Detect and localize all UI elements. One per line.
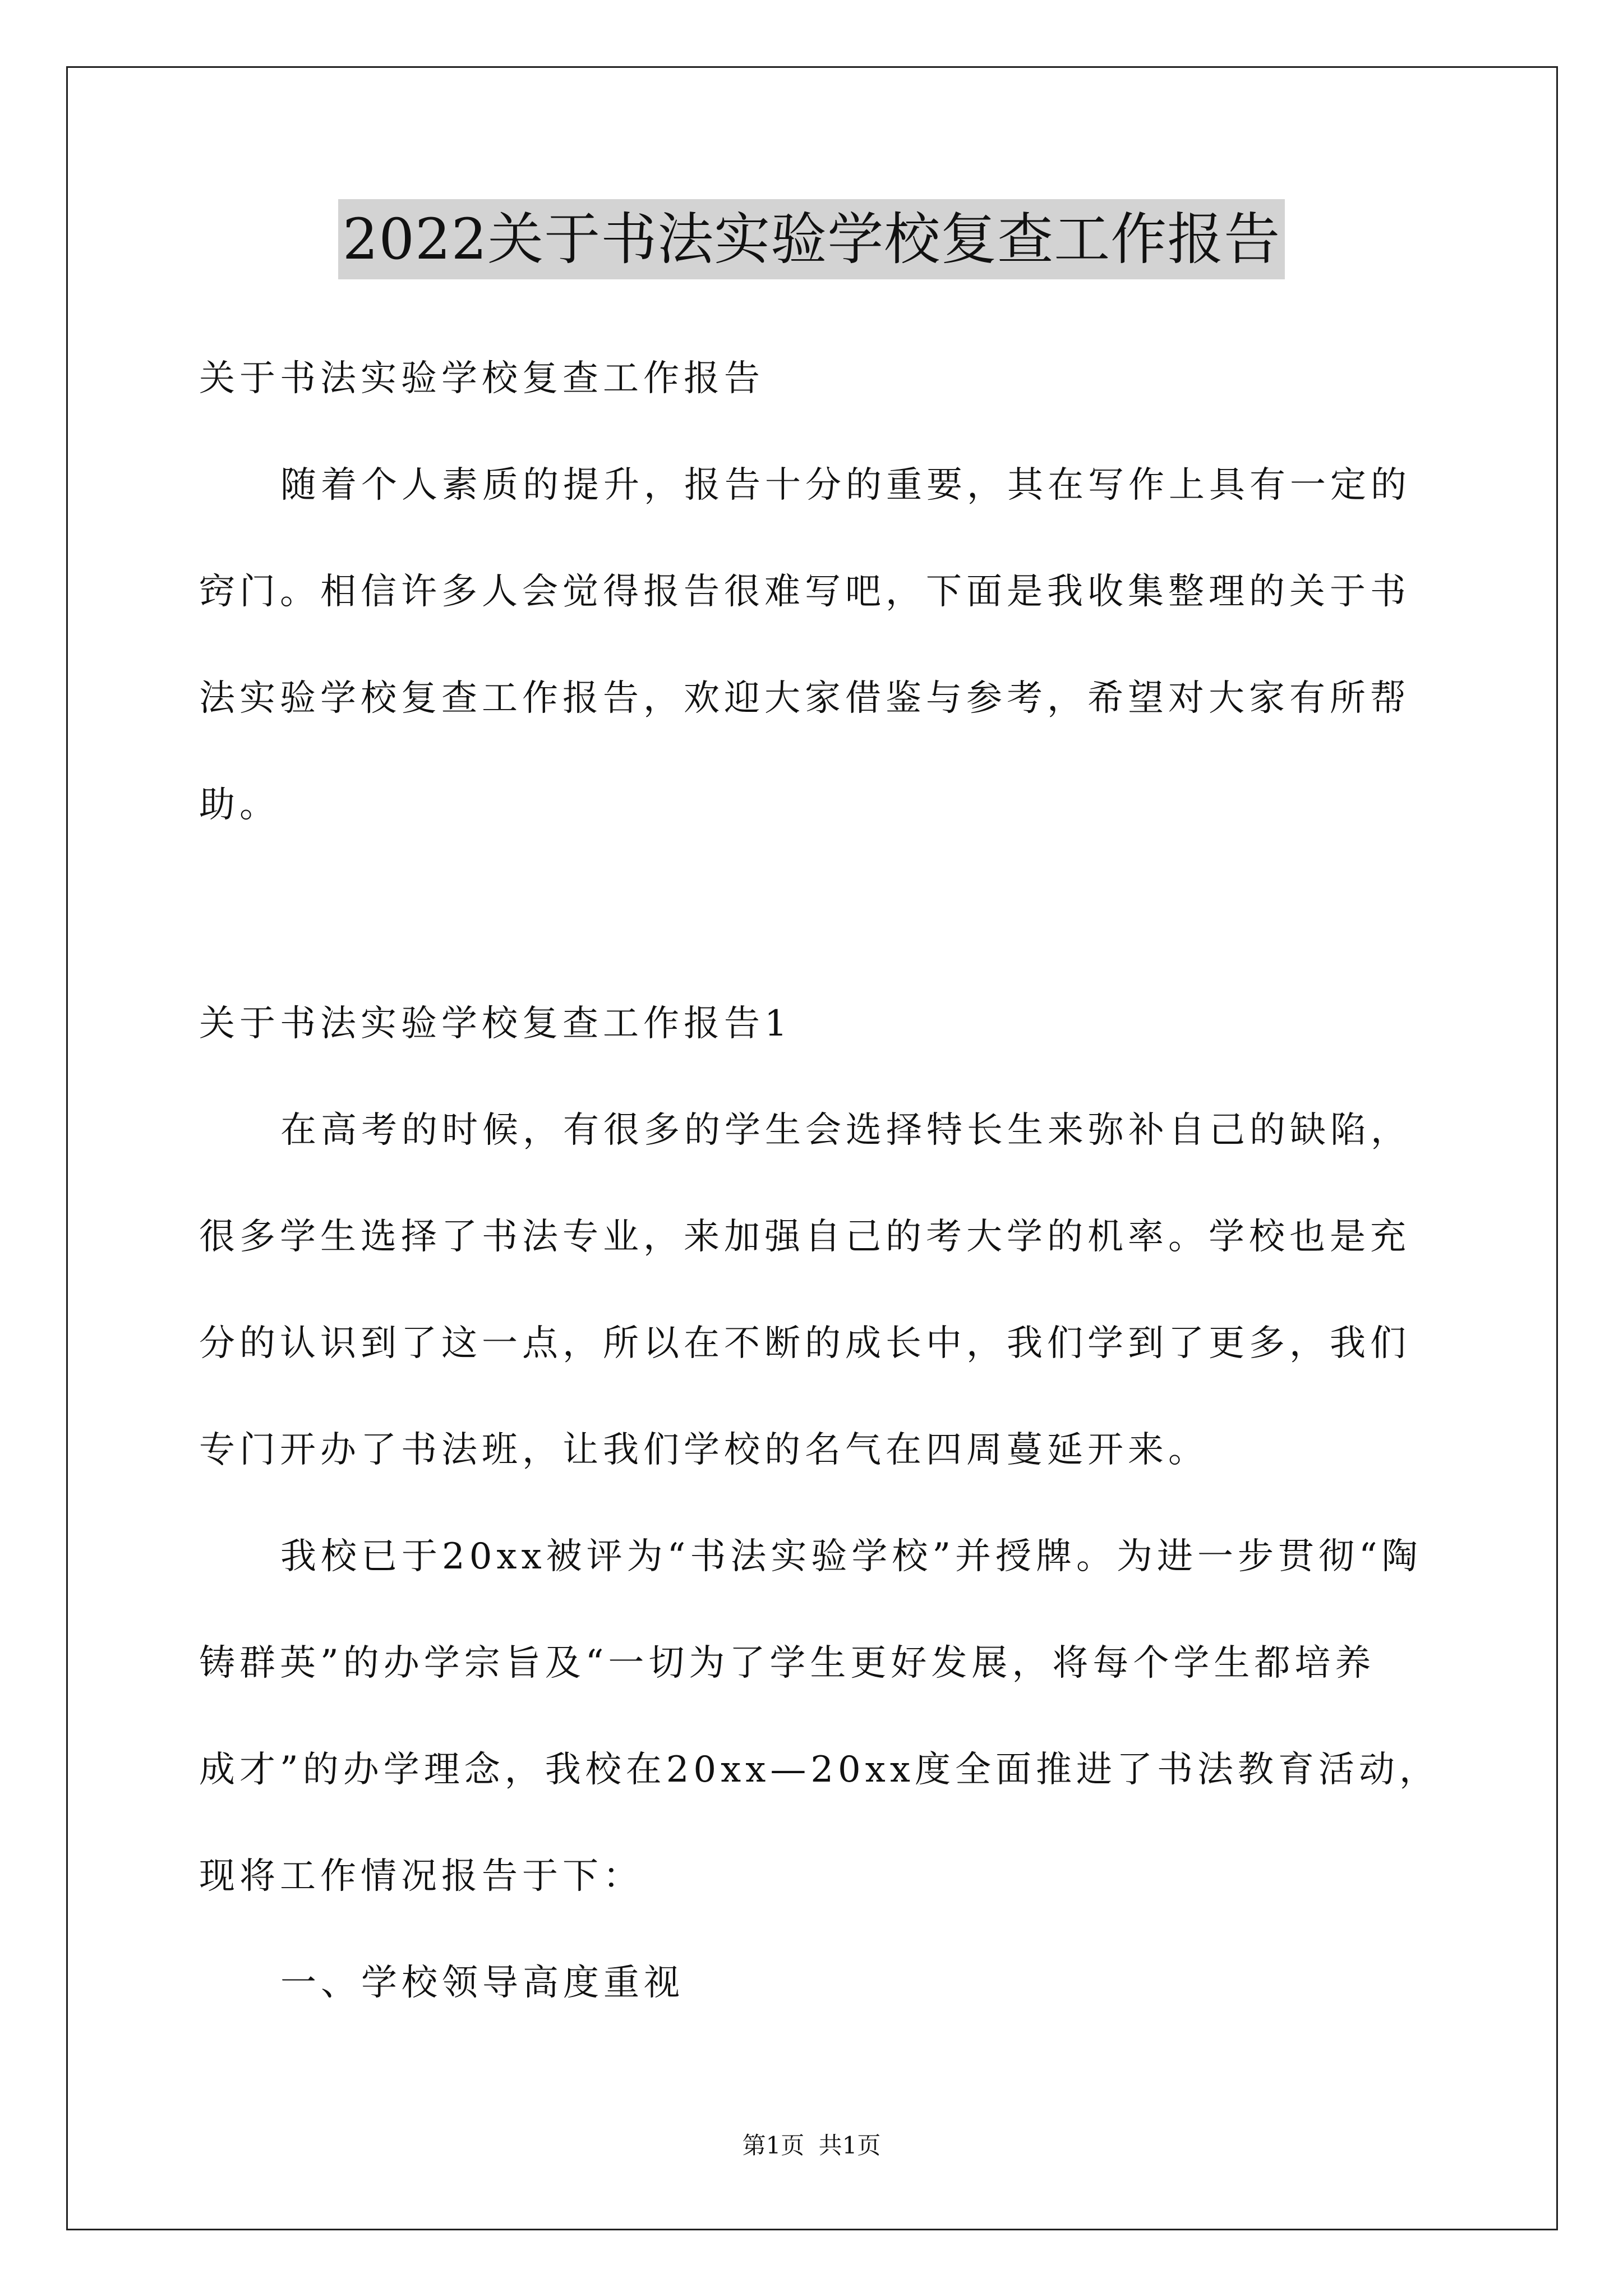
paragraph-line: 很多学生选择了书法专业，来加强自己的考大学的机率。学校也是充 xyxy=(199,1216,1410,1258)
title-container xyxy=(0,199,1623,279)
subtitle: 关于书法实验学校复查工作报告 xyxy=(199,358,764,399)
subsection-heading: 一、学校领导高度重视 xyxy=(280,1962,684,2004)
paragraph-line: 现将工作情况报告于下： xyxy=(199,1856,643,1897)
paragraph-line: 成才”的办学理念，我校在20xx—20xx度全面推进了书法教育活动， xyxy=(199,1749,1440,1791)
paragraph-line: 我校已于20xx被评为“书法实验学校”并授牌。为进一步贯彻“陶 xyxy=(280,1536,1422,1577)
paragraph-line: 在高考的时候，有很多的学生会选择特长生来弥补自己的缺陷， xyxy=(280,1110,1411,1151)
paragraph-line: 助。 xyxy=(199,784,280,826)
paragraph-line: 窍门。相信许多人会觉得报告很难写吧，下面是我收集整理的关于书 xyxy=(199,571,1410,613)
page-total: 共1页 xyxy=(818,2132,881,2159)
paragraph-line: 法实验学校复查工作报告，欢迎大家借鉴与参考，希望对大家有所帮 xyxy=(199,678,1410,719)
page-number: 第1页 xyxy=(742,2132,805,2159)
page-footer xyxy=(0,2129,1623,2162)
paragraph-line: 随着个人素质的提升，报告十分的重要，其在写作上具有一定的 xyxy=(280,464,1411,506)
paragraph-line: 铸群英”的办学宗旨及“一切为了学生更好发展，将每个学生都培养 xyxy=(199,1642,1376,1684)
paragraph-line: 分的认识到了这一点，所以在不断的成长中，我们学到了更多，我们 xyxy=(199,1323,1410,1364)
document-title: 2022关于书法实验学校复查工作报告 xyxy=(338,199,1285,279)
section-heading: 关于书法实验学校复查工作报告1 xyxy=(199,1003,792,1045)
paragraph-line: 专门开办了书法班，让我们学校的名气在四周蔓延开来。 xyxy=(199,1429,1209,1471)
